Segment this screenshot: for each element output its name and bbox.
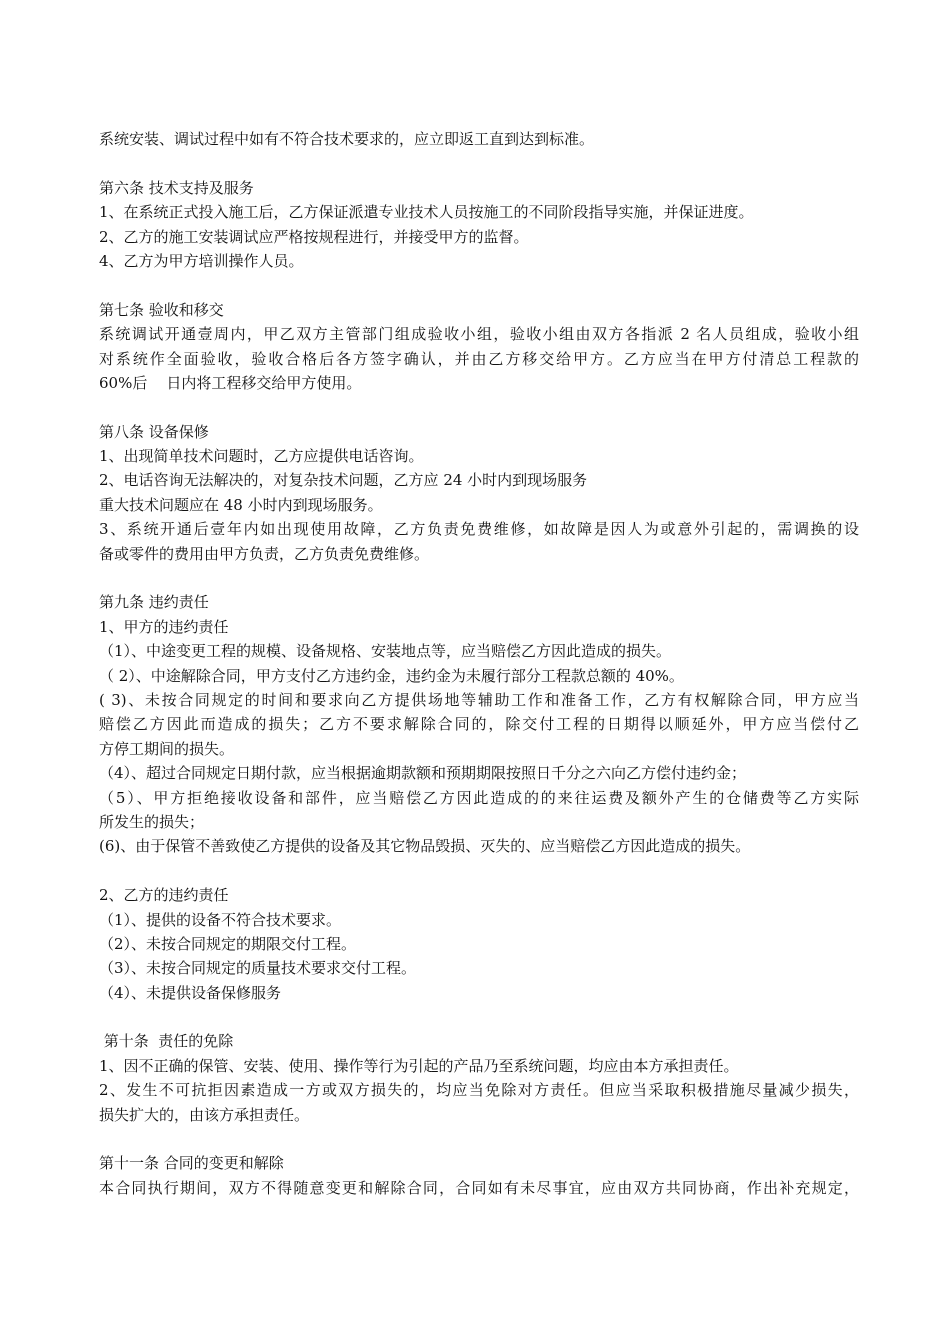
article-9-b-line-4: （4）、未提供设备保修服务 bbox=[99, 983, 282, 1002]
article-9-a-line-9: (6)、由于保管不善致使乙方提供的设备及其它物品毁损、灭失的、应当赔偿乙方因此造成的损失。 bbox=[99, 837, 751, 856]
article-8-line-3: 重大技术问题应在 48 小时内到现场服务。 bbox=[99, 495, 383, 514]
article-9-party-b-heading: 2、乙方的违约责任 bbox=[99, 886, 229, 905]
intro-paragraph: 系统安装、调试过程中如有不符合技术要求的，应立即返工直到达到标准。 bbox=[99, 130, 595, 148]
article-7-line-1: 系统调试开通壹周内，甲乙双方主管部门组成验收小组，验收小组由双方各指派 2 名人员组成，验收小组 bbox=[99, 325, 859, 344]
paragraph-gap bbox=[99, 151, 859, 175]
article-9-a-line-2: （ 2）、中途解除合同，甲方支付乙方违约金，违约金为未履行部分工程款总额的 40%。 bbox=[99, 666, 684, 685]
article-8-line-2: 2、电话咨询无法解决的，对复杂技术问题，乙方应 24 小时内到现场服务 bbox=[99, 471, 588, 490]
article-10-line-2: 2、发生不可抗拒因素造成一方或双方损失的，均应当免除对方责任。但应当采取积极措施尽量减少损失， bbox=[99, 1081, 859, 1100]
article-9-b-line-3: （3）、未按合同规定的质量技术要求交付工程。 bbox=[99, 959, 417, 978]
paragraph-gap bbox=[99, 1005, 859, 1029]
article-10-line-1: 1、因不正确的保管、安装、使用、操作等行为引起的产品乃至系统问题，均应由本方承担责任。 bbox=[99, 1056, 739, 1075]
article-8-title: 第八条 设备保修 bbox=[99, 422, 209, 441]
article-9-a-line-7: （5）、甲方拒绝接收设备和部件，应当赔偿乙方因此造成的的来往运费及额外产生的仓储费等乙方实际 bbox=[99, 788, 859, 807]
article-7-title: 第七条 验收和移交 bbox=[99, 300, 224, 319]
article-6-title: 第六条 技术支持及服务 bbox=[99, 178, 254, 197]
article-11-title: 第十一条 合同的变更和解除 bbox=[99, 1154, 284, 1173]
article-6-item-2: 2、乙方的施工安装调试应严格按规程进行，并接受甲方的监督。 bbox=[99, 227, 529, 246]
article-9-a-line-3: ( 3)、未按合同规定的时间和要求向乙方提供场地等辅助工作和准备工作，乙方有权解除合同，甲方应当 bbox=[99, 690, 859, 709]
article-10-line-3: 损失扩大的，由该方承担责任。 bbox=[99, 1105, 310, 1124]
article-11-line-1: 本合同执行期间，双方不得随意变更和解除合同，合同如有未尽事宜，应由双方共同协商，作出补充规定， bbox=[99, 1178, 859, 1197]
article-9-a-line-1: （1）、中途变更工程的规模、设备规格、安装地点等，应当赔偿乙方因此造成的损失。 bbox=[99, 642, 672, 661]
paragraph-gap bbox=[99, 566, 859, 590]
article-8-line-1: 1、出现简单技术问题时，乙方应提供电话咨询。 bbox=[99, 447, 424, 466]
article-9-a-line-5: 方停工期间的损失。 bbox=[99, 739, 235, 758]
article-6-item-1: 1、在系统正式投入施工后，乙方保证派遣专业技术人员按施工的不同阶段指导实施，并保证进度。 bbox=[99, 203, 754, 222]
article-7-line-2: 对系统作全面验收，验收合格后各方签字确认，并由乙方移交给甲方。乙方应当在甲方付清总工程款的 bbox=[99, 349, 859, 368]
article-7-line-3: 60%后 日内将工程移交给甲方使用。 bbox=[99, 373, 362, 392]
article-9-party-a-heading: 1、甲方的违约责任 bbox=[99, 617, 229, 636]
article-10-title: 第十条 责任的免除 bbox=[99, 1032, 234, 1051]
paragraph-gap bbox=[99, 273, 859, 297]
article-8-line-4: 3、系统开通后壹年内如出现使用故障，乙方负责免费维修，如故障是因人为或意外引起的，需调换的设 bbox=[99, 520, 859, 539]
article-8-line-5: 备或零件的费用由甲方负责，乙方负责免费维修。 bbox=[99, 544, 430, 563]
article-9-title: 第九条 违约责任 bbox=[99, 593, 209, 612]
paragraph-gap bbox=[99, 1127, 859, 1151]
article-9-a-line-8: 所发生的损失； bbox=[99, 812, 205, 831]
paragraph-gap bbox=[99, 395, 859, 419]
article-9-b-line-1: （1）、提供的设备不符合技术要求。 bbox=[99, 910, 342, 929]
paragraph-gap bbox=[99, 859, 859, 883]
article-9-a-line-6: （4）、超过合同规定日期付款，应当根据逾期款额和预期期限按照日千分之六向乙方偿付违约金； bbox=[99, 764, 747, 783]
article-6-item-3: 4、乙方为甲方培训操作人员。 bbox=[99, 251, 304, 270]
article-9-b-line-2: （2）、未按合同规定的期限交付工程。 bbox=[99, 934, 357, 953]
document-body bbox=[99, 127, 859, 1200]
article-9-a-line-4: 赔偿乙方因此而造成的损失；乙方不要求解除合同的，除交付工程的日期得以顺延外，甲方应当偿付乙 bbox=[99, 715, 859, 734]
